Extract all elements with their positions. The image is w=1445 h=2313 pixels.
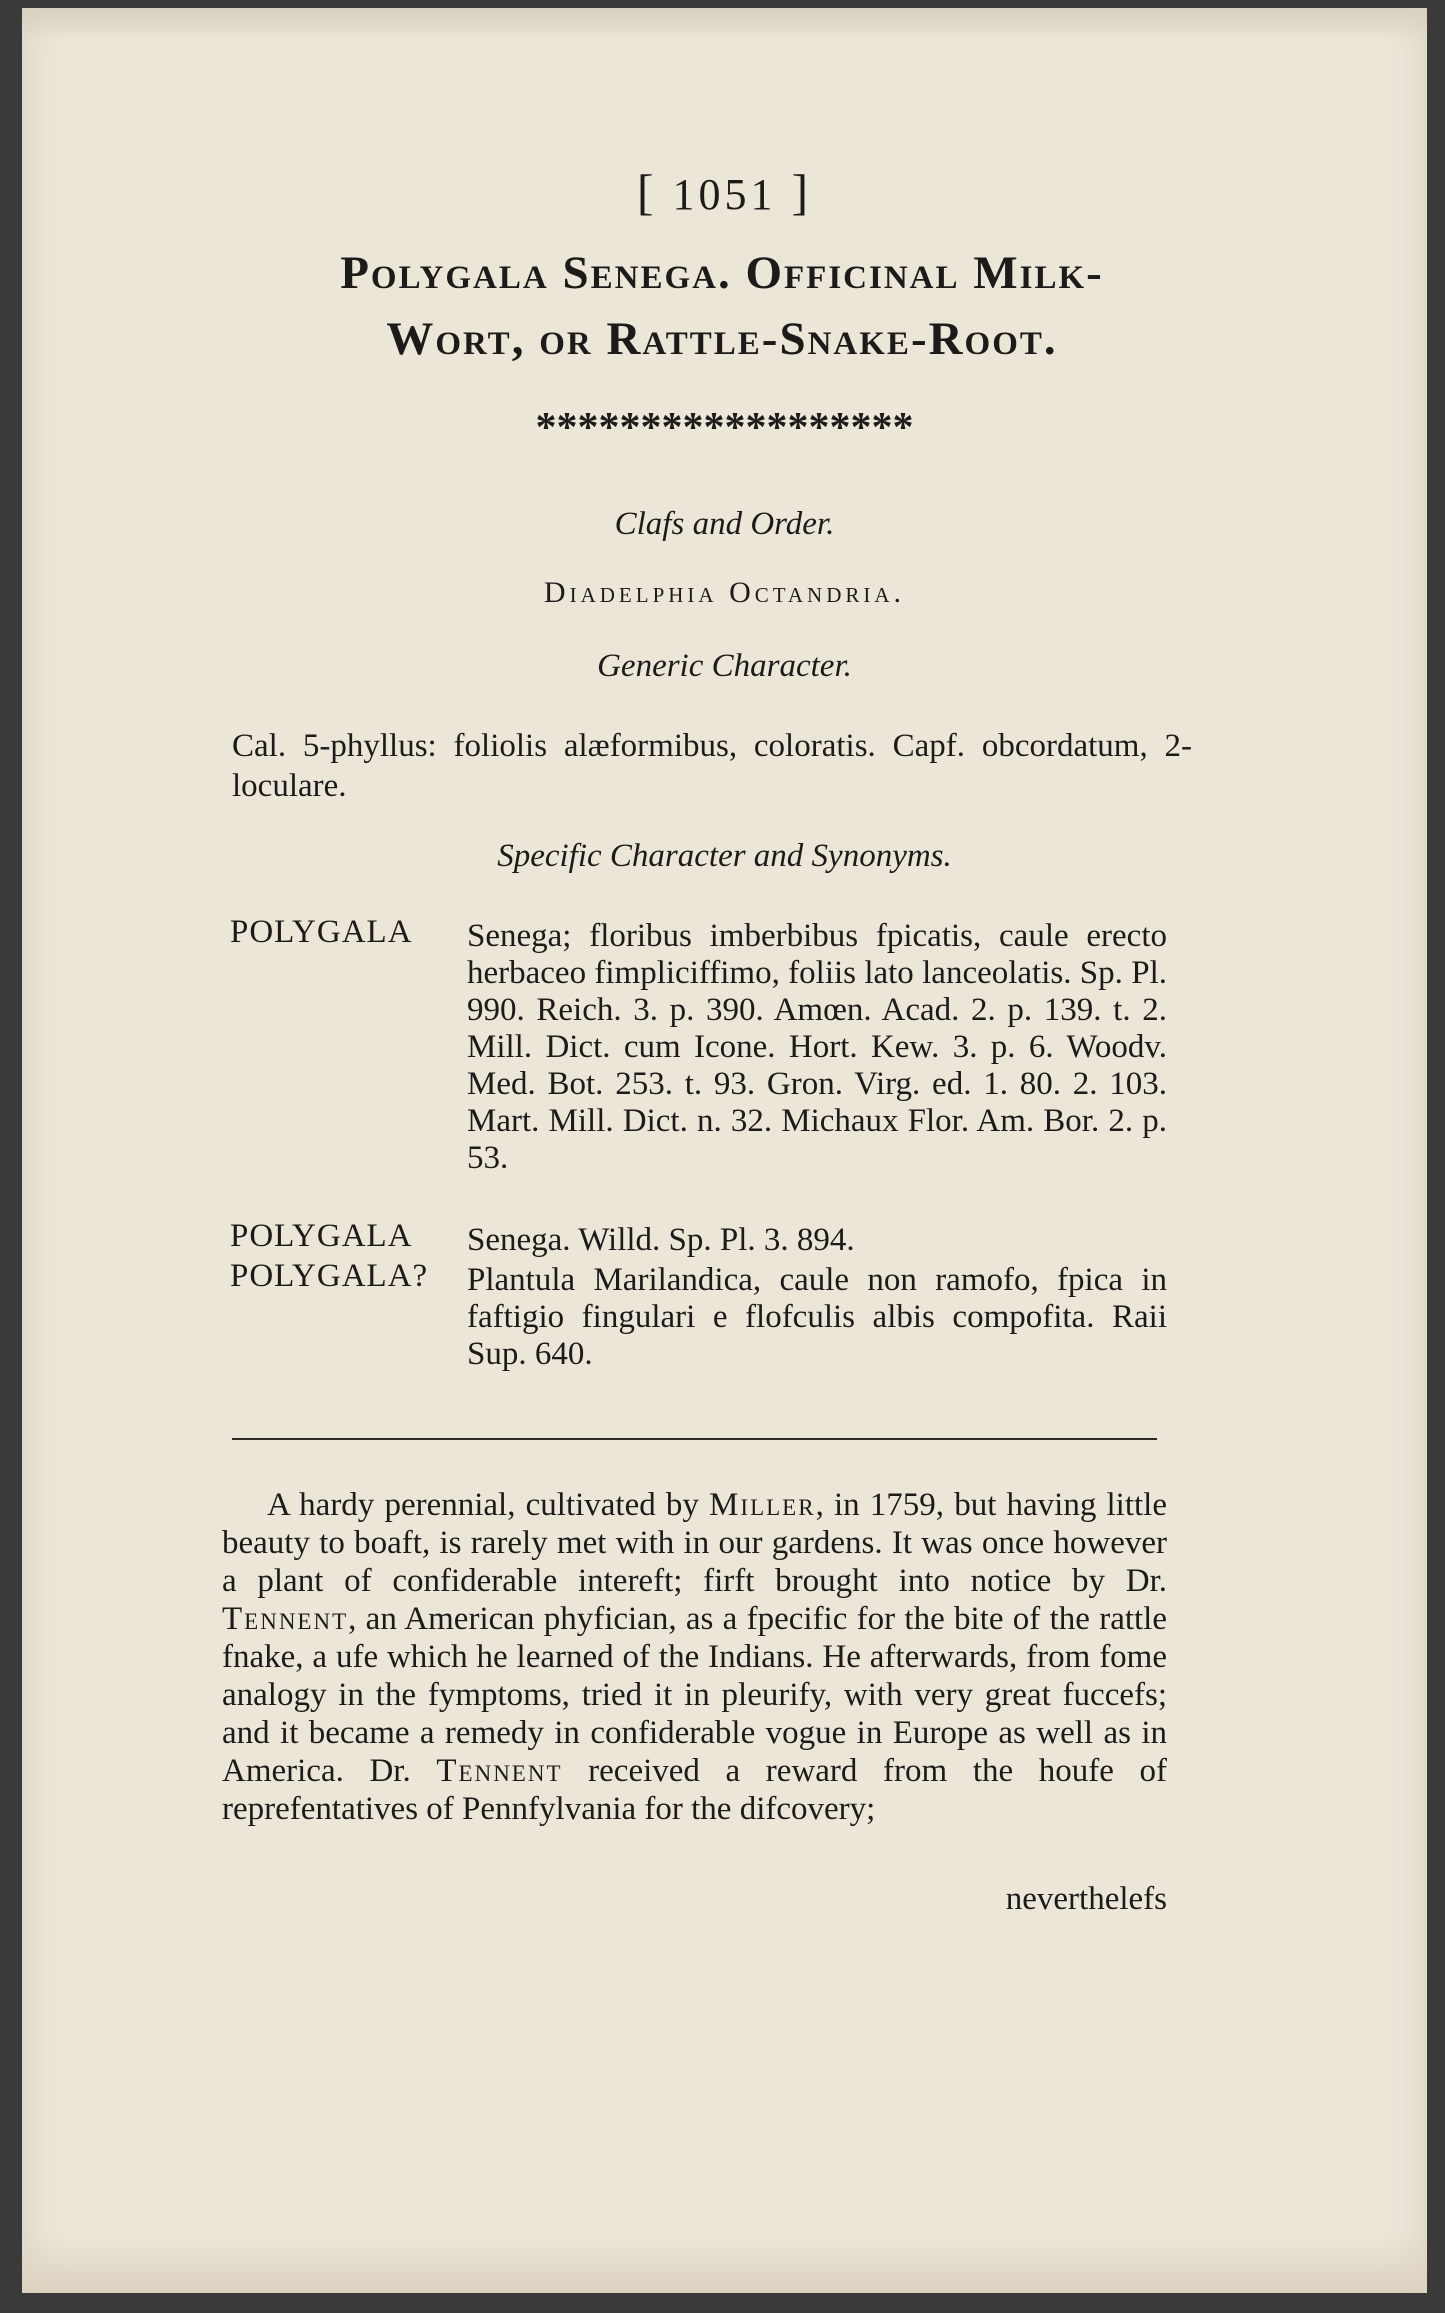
generic-character-heading: Generic Character. (597, 648, 852, 684)
catchword: neverthelefs (1005, 1881, 1167, 1917)
page-top-stain (22, 8, 1427, 38)
page-title (222, 240, 1222, 372)
author-name: Miller (709, 1487, 816, 1523)
ornament-divider: ****************** (535, 405, 914, 451)
synonym-text: Senega. Willd. Sp. Pl. 3. 894. (467, 1222, 855, 1258)
specific-character-heading: Specific Character and Synonyms. (497, 838, 952, 874)
horizontal-rule (232, 1438, 1157, 1440)
author-name: Tennent (436, 1753, 563, 1789)
title-line-2: Wort, or Rattle-Snake-Root. (386, 313, 1058, 365)
synonym-text: Senega; floribus imberbibus fpicatis, caule erecto herbaceo fimpliciffimo, foliis lato lanceolatis. Sp. Pl. 990. Reich. 3. p. 390. Amœn. Acad. 2. p. 139. t. 2. Mill. Dict. cum Icone. Hort. Kew. 3. p. 6. Woodv. Med. Bot. 253. t. 93. Gron. Virg. ed. 1. 80. 2. 103. Mart. Mill. Dict. n. 32. Michaux Flor. Am. Bor. 2. p. 53. (467, 918, 1167, 1176)
body-paragraph: A hardy perennial, cultivated by Miller, in 1759, but having little beauty to boaft, is rarely met with in our gardens. It was once however a plant of confiderable intereft; firft brought into notice by Dr. Tennent, an American phyfician, as a fpecific for the bite of the rattle fnake, a ufe which he learned of the Indians. He afterwards, from fome analogy in the fymptoms, tried it in pleurify, with very great fuccefs; and it became a remedy in confiderable vogue in Europe as well as in America. Dr. Tennent received a reward from the houfe of reprefentatives of Pennfylvania for the difcovery; (222, 1487, 1168, 1827)
page-number: [ 1051 ] (636, 164, 813, 220)
synonym-name: POLYGALA? (230, 1258, 429, 1294)
title-line-1: Polygala Senega. Officinal Milk- (340, 247, 1104, 299)
class-order-value: Diadelphia Octandria. (543, 576, 906, 609)
class-order-heading: Clafs and Order. (614, 506, 835, 542)
synonym-text: Plantula Marilandica, caule non ramofo, fpica in faftigio fingulari e flofculis albis compofita. Raii Sup. 640. (467, 1262, 1167, 1372)
page-number-value: 1051 (672, 170, 777, 219)
document-page (22, 8, 1427, 2293)
author-name: Tennent (222, 1601, 349, 1637)
synonym-name: POLYGALA (230, 914, 413, 950)
synonym-name: POLYGALA (230, 1218, 413, 1254)
generic-character-text: Cal. 5-phyllus: foliolis alæformibus, coloratis. Capf. obcordatum, 2-loculare. (232, 728, 1192, 804)
page-bottom-stain (22, 2233, 1427, 2293)
